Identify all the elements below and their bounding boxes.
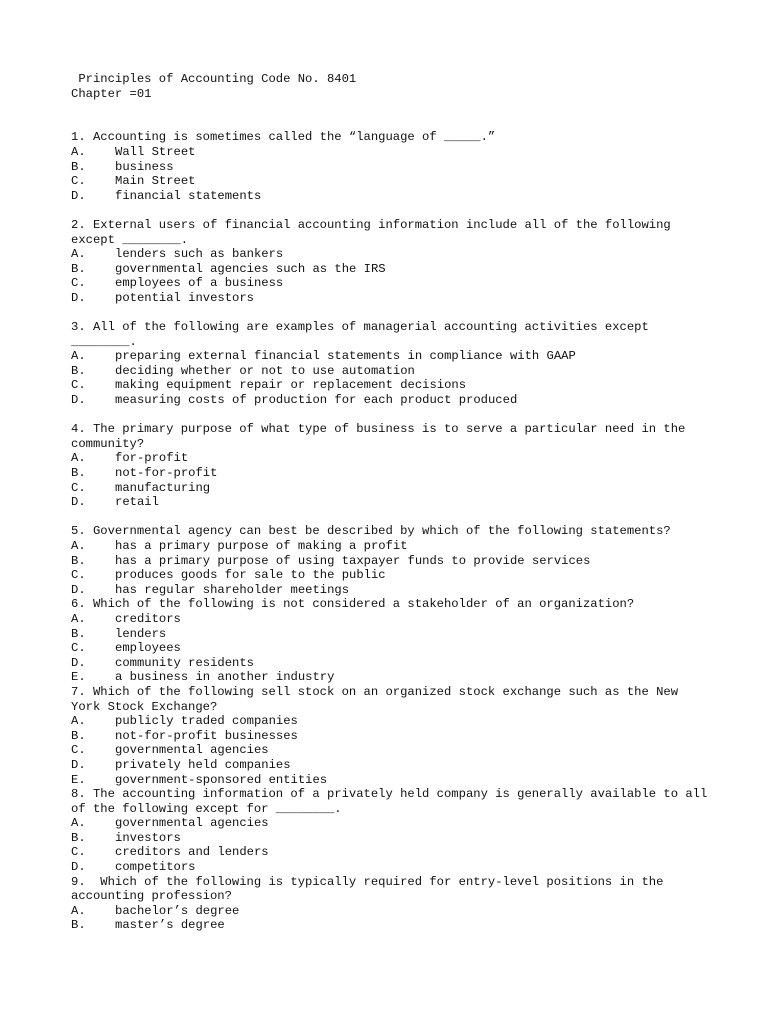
option-text: retail (115, 495, 159, 510)
option-letter: D. (71, 582, 86, 597)
option-letter: E. (71, 670, 86, 685)
option-text: has a primary purpose of using taxpayer funds to provide services (115, 553, 591, 568)
option-letter: D. (71, 393, 86, 408)
answer-option (71, 845, 711, 860)
option-letter: B. (71, 159, 86, 174)
option-letter: C. (71, 174, 86, 189)
option-text: creditors and lenders (115, 845, 269, 860)
option-letter: B. (71, 363, 86, 378)
answer-option (71, 670, 711, 685)
option-text: employees (115, 641, 181, 656)
option-letter: A. (71, 903, 86, 918)
option-letter: B. (71, 553, 86, 568)
answer-option (71, 364, 711, 379)
option-text: investors (115, 830, 181, 845)
option-text: deciding whether or not to use automation (115, 363, 415, 378)
option-text: employees of a business (115, 276, 284, 291)
option-letter: A. (71, 611, 86, 626)
question-block (71, 685, 711, 787)
spacer (71, 408, 711, 423)
option-text: governmental agencies such as the IRS (115, 261, 386, 276)
option-text: government-sponsored entities (115, 772, 328, 787)
option-text: lenders (115, 626, 167, 641)
option-letter: C. (71, 568, 86, 583)
spacer (71, 510, 711, 525)
question-text: 5. Governmental agency can best be described by which of the following statements? (71, 524, 671, 539)
option-letter: D. (71, 860, 86, 875)
question-block (71, 875, 711, 933)
question-text: 3. All of the following are examples of managerial accounting activities except ________. (71, 320, 657, 349)
question-text: 4. The primary purpose of what type of business is to serve a particular need in the community? (71, 422, 693, 451)
answer-option (71, 568, 711, 583)
answer-option (71, 729, 711, 744)
spacer (71, 101, 711, 130)
option-text: Wall Street (115, 144, 196, 159)
answer-option (71, 918, 711, 933)
question-text: 1. Accounting is sometimes called the “language of _____.” (71, 130, 496, 145)
answer-option (71, 247, 711, 262)
option-text: master’s degree (115, 918, 225, 933)
option-text: creditors (115, 611, 181, 626)
answer-option (71, 539, 711, 554)
option-letter: D. (71, 495, 86, 510)
option-letter: A. (71, 539, 86, 553)
option-letter: B. (71, 728, 86, 743)
answer-option (71, 743, 711, 758)
option-letter: C. (71, 480, 86, 495)
option-text: has a primary purpose of making a profit (115, 539, 408, 553)
answer-option (71, 189, 711, 204)
option-text: for-profit (115, 451, 189, 466)
option-text: governmental agencies (115, 743, 269, 758)
answer-option (71, 758, 711, 773)
option-text: not-for-profit businesses (115, 728, 298, 743)
option-letter: A. (71, 144, 86, 159)
answer-option (71, 349, 711, 364)
option-letter: C. (71, 743, 86, 758)
chapter-label: Chapter =01 (71, 86, 152, 101)
option-letter: D. (71, 655, 86, 670)
option-text: publicly traded companies (115, 714, 298, 729)
answer-option (71, 816, 711, 831)
option-letter: D. (71, 757, 86, 772)
option-letter: B. (71, 830, 86, 845)
option-letter: B. (71, 261, 86, 276)
answer-option (71, 393, 711, 408)
answer-option (71, 160, 711, 175)
option-text: financial statements (115, 188, 262, 203)
option-text: competitors (115, 860, 196, 875)
question-text: 9. Which of the following is typically required for entry-level positions in the accounting profession? (71, 874, 671, 904)
option-letter: B. (71, 466, 86, 481)
option-letter: A. (71, 714, 86, 729)
option-letter: C. (71, 641, 86, 656)
spacer (71, 306, 711, 321)
answer-option (71, 291, 711, 306)
question-block (71, 130, 711, 203)
option-letter: B. (71, 626, 86, 641)
option-letter: C. (71, 276, 86, 291)
answer-option (71, 174, 711, 189)
question-text: 7. Which of the following sell stock on an organized stock exchange such as the New York Stock Exchange? (71, 684, 686, 714)
option-text: a business in another industry (115, 670, 335, 685)
answer-option (71, 481, 711, 496)
question-text: 2. External users of financial accounting information include all of the following except ________. (71, 217, 679, 247)
question-block (71, 320, 711, 408)
answer-option (71, 773, 711, 788)
answer-option (71, 831, 711, 846)
document-page (71, 72, 715, 933)
answer-option (71, 554, 711, 569)
answer-option (71, 860, 711, 875)
option-text: manufacturing (115, 480, 211, 495)
option-text: not-for-profit (115, 466, 218, 481)
option-text: community residents (115, 655, 254, 670)
option-text: Main Street (115, 174, 196, 189)
question-block (71, 422, 711, 510)
answer-option (71, 627, 711, 642)
question-block (71, 787, 715, 875)
option-letter: A. (71, 816, 86, 831)
option-letter: A. (71, 349, 86, 364)
option-text: measuring costs of production for each product produced (115, 393, 518, 408)
answer-option (71, 583, 711, 598)
option-letter: A. (71, 247, 86, 262)
option-text: bachelor’s degree (115, 903, 240, 918)
option-text: preparing external financial statements in compliance with GAAP (115, 349, 576, 364)
option-letter: C. (71, 845, 86, 860)
answer-option (71, 262, 711, 277)
option-text: business (115, 159, 174, 174)
option-letter: C. (71, 378, 86, 393)
option-letter: E. (71, 772, 86, 787)
question-block (71, 524, 711, 597)
spacer (71, 203, 711, 218)
answer-option (71, 656, 711, 671)
answer-option (71, 145, 711, 160)
answer-option (71, 466, 711, 481)
question-block (71, 597, 711, 685)
option-text: lenders such as bankers (115, 247, 284, 262)
question-text: 6. Which of the following is not considered a stakeholder of an organization? (71, 597, 635, 612)
document-title: Principles of Accounting Code No. 8401 (71, 72, 357, 86)
option-text: making equipment repair or replacement decisions (115, 378, 467, 393)
option-letter: D. (71, 290, 86, 305)
answer-option (71, 904, 711, 919)
option-text: potential investors (115, 290, 254, 305)
option-text: has regular shareholder meetings (115, 582, 350, 597)
option-text: governmental agencies (115, 816, 269, 831)
answer-option (71, 612, 711, 627)
answer-option (71, 495, 711, 510)
option-text: produces goods for sale to the public (115, 568, 386, 583)
answer-option (71, 378, 711, 393)
answer-option (71, 451, 711, 466)
question-block (71, 218, 711, 306)
option-letter: B. (71, 918, 86, 933)
answer-option (71, 641, 711, 656)
answer-option (71, 714, 711, 729)
option-text: privately held companies (115, 757, 291, 772)
answer-option (71, 276, 711, 291)
question-text: 8. The accounting information of a privately held company is generally available to all of the following except for ________. (71, 787, 715, 816)
option-letter: D. (71, 188, 86, 203)
option-letter: A. (71, 451, 86, 466)
